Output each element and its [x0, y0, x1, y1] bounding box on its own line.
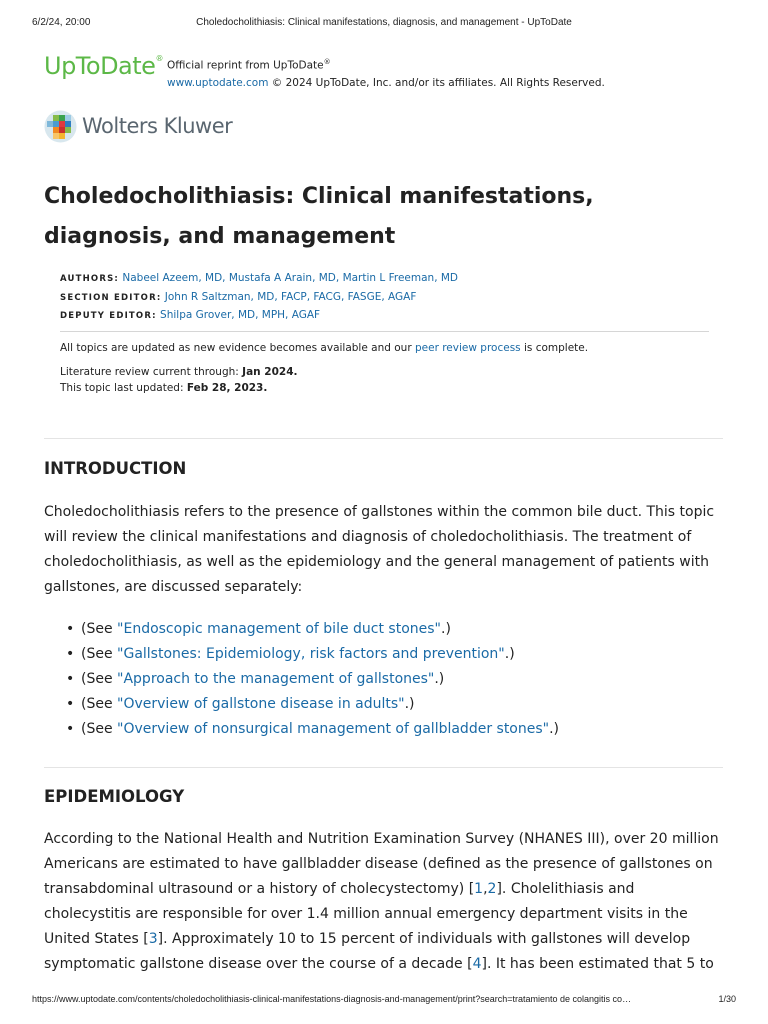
wolters-kluwer-wordmark: Wolters Kluwer — [82, 114, 233, 138]
reference-link[interactable]: 1 — [474, 881, 484, 897]
reference-link[interactable]: 3 — [148, 931, 158, 947]
list-item — [66, 617, 716, 642]
section-editor-line — [60, 289, 710, 308]
wolters-kluwer-logo-icon — [44, 110, 77, 143]
list-item — [66, 642, 716, 667]
evidence-notice-text: All topics are updated as new evidence becomes available and our — [60, 342, 415, 354]
reference-link[interactable]: 4 — [472, 956, 482, 972]
reprint-registered-mark: ® — [323, 58, 331, 66]
see-prefix: (See — [81, 721, 118, 737]
topic-credits — [60, 270, 710, 326]
list-item — [66, 667, 716, 692]
copyright-text: © 2024 UpToDate, Inc. and/or its affiliates. All Rights Reserved. — [268, 76, 605, 89]
topic-title: Choledocholithiasis: Clinical manifestations, diagnosis, and management — [44, 184, 594, 249]
print-footer — [32, 994, 736, 1008]
credits-divider — [60, 331, 709, 332]
update-info — [60, 340, 710, 396]
evidence-notice-suffix: is complete. — [520, 342, 589, 354]
related-topic-link[interactable]: "Overview of gallstone disease in adults" — [117, 696, 405, 712]
uptodate-logo[interactable] — [44, 52, 163, 80]
page-number: 1/30 — [718, 994, 736, 1004]
related-topic-link[interactable]: "Gallstones: Epidemiology, risk factors and prevention" — [117, 646, 505, 662]
see-suffix: .) — [441, 621, 451, 637]
related-topics-list — [66, 617, 716, 742]
peer-review-link[interactable]: peer review process — [414, 342, 521, 354]
epidemiology-text: ]. It has been estimated that 5 to — [481, 956, 714, 972]
last-updated-label: This topic last updated: — [60, 382, 187, 394]
last-updated-date: Feb 28, 2023. — [186, 382, 268, 394]
epidemiology-paragraph — [44, 827, 724, 979]
literature-review-line — [60, 364, 710, 380]
see-prefix: (See — [81, 621, 118, 637]
related-topic-link[interactable]: "Overview of nonsurgical management of gallbladder stones" — [117, 721, 550, 737]
see-prefix: (See — [81, 646, 118, 662]
section-divider — [44, 438, 723, 439]
deputy-editor-link[interactable]: Shilpa Grover, MD, MPH, AGAF — [160, 309, 321, 321]
reprint-text: Official reprint from UpToDate — [167, 59, 324, 72]
last-updated-line — [60, 380, 710, 396]
uptodate-logo-text: UpToDate — [44, 52, 156, 80]
section-divider — [44, 767, 723, 768]
section-editor-link[interactable]: John R Saltzman, MD, FACP, FACG, FASGE, AGAF — [164, 290, 417, 303]
print-datetime: 6/2/24, 20:00 — [32, 17, 91, 28]
related-topic-link[interactable]: "Approach to the management of gallstones" — [117, 671, 435, 687]
epidemiology-text: ]. Approximately 10 to 15 percent of individuals with gallstones will develop symptomatic gallstone disease over the course of a decade [ — [44, 931, 691, 972]
introduction-heading: INTRODUCTION — [44, 459, 187, 478]
see-suffix: .) — [549, 721, 560, 737]
authors-label: AUTHORS: — [60, 274, 120, 284]
see-suffix: .) — [434, 671, 445, 687]
evidence-update-notice — [60, 340, 710, 356]
literature-review-label: Literature review current through: — [60, 366, 243, 378]
deputy-editor-line — [60, 307, 710, 326]
see-prefix: (See — [81, 671, 118, 687]
list-item — [66, 717, 716, 742]
see-prefix: (See — [81, 696, 118, 712]
introduction-paragraph: Choledocholithiasis refers to the presence of gallstones within the common bile duct. This topic will review the clinical manifestations and diagnosis of choledocholithiasis. The treatment of choledocholithiasis, as well as the epidemiology and the general management of patients with gallstones, are discussed separately: — [44, 504, 715, 595]
literature-review-date: Jan 2024. — [242, 366, 298, 378]
authors-line — [60, 270, 710, 289]
reprint-notice — [167, 54, 637, 92]
epidemiology-heading: EPIDEMIOLOGY — [44, 787, 185, 806]
deputy-editor-label: DEPUTY EDITOR: — [60, 311, 157, 321]
epidemiology-text: According to the National Health and Nutrition Examination Survey (NHANES III), over 20 million Americans are estimated to have gallbladder disease (defined as the presence of gallstones on transabdominal ultrasound or a history of cholecystectomy) [ — [44, 831, 719, 897]
reference-separator: , — [483, 881, 488, 897]
see-suffix: .) — [504, 646, 515, 662]
see-suffix: .) — [404, 696, 415, 712]
section-editor-label: SECTION EDITOR: — [60, 292, 162, 303]
print-header — [32, 17, 736, 31]
reference-link[interactable]: 2 — [487, 881, 497, 897]
list-item — [66, 692, 716, 717]
registered-mark: ® — [155, 54, 163, 63]
print-footer-url: https://www.uptodate.com/contents/choledocholithiasis-clinical-manifestations-diagnosis-and-management/print?search=tratamiento de colangitis co… — [32, 994, 632, 1004]
print-document-title: Choledocholithiasis: Clinical manifestations, diagnosis, and management - UpToDate — [196, 17, 572, 28]
authors-link[interactable]: Nabeel Azeem, MD, Mustafa A Arain, MD, Martin L Freeman, MD — [122, 272, 459, 284]
related-topic-link[interactable]: "Endoscopic management of bile duct stones" — [117, 621, 441, 637]
epidemiology-text: ]. Cholelithiasis and cholecystitis are responsible for over 1.4 million annual emergency department visits in the United States [ — [44, 881, 688, 947]
uptodate-site-link[interactable]: www.uptodate.com — [167, 76, 269, 89]
